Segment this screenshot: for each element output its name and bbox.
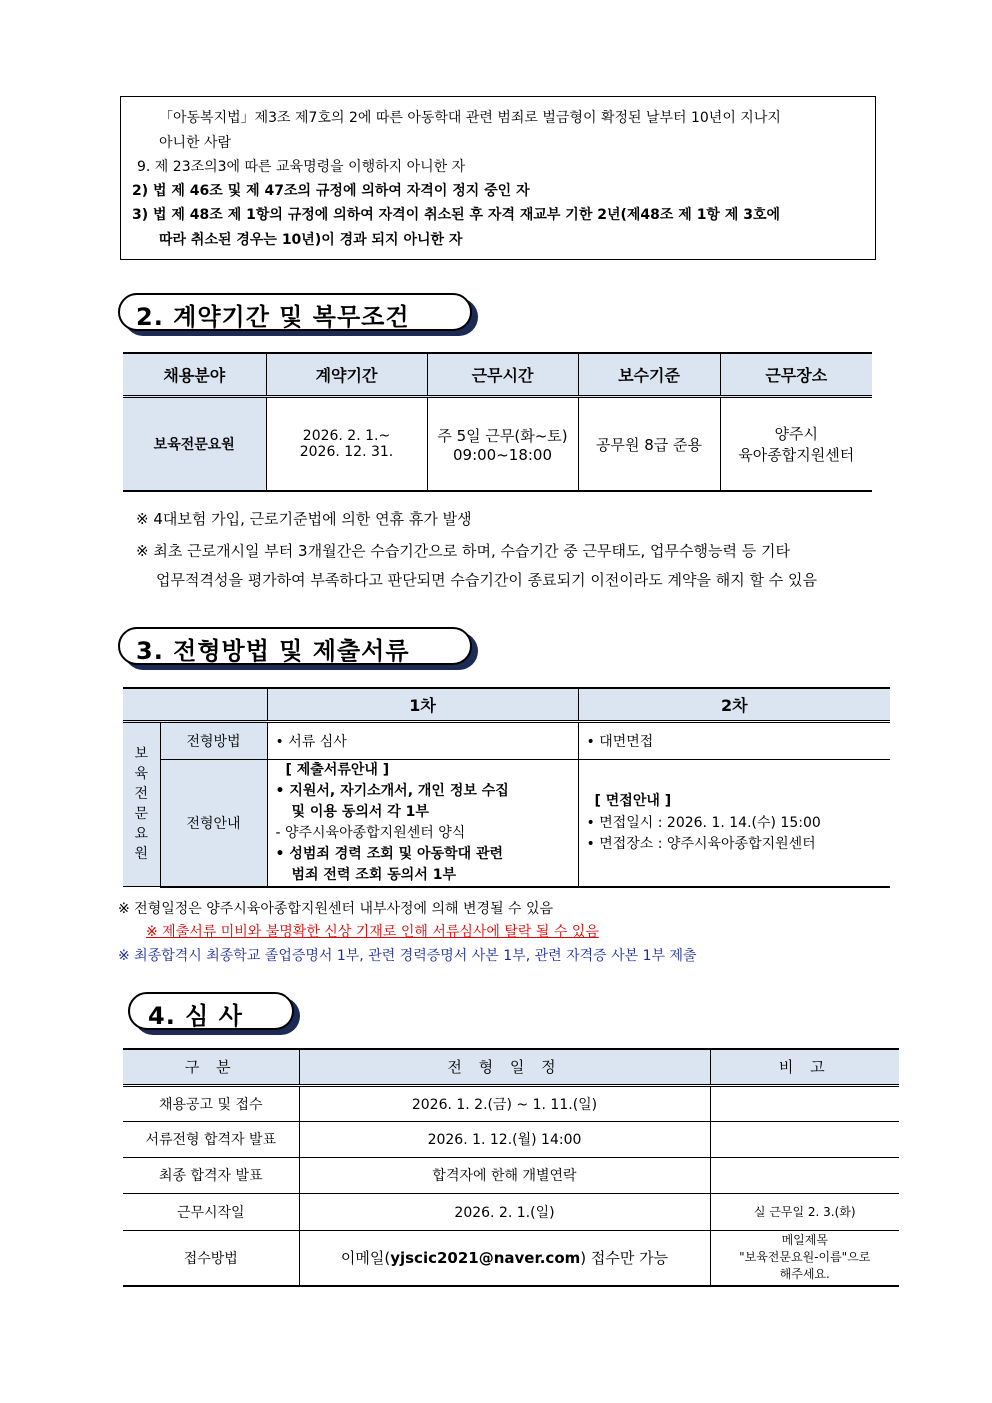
col-pay: 보수기준 [578, 353, 720, 397]
hours-cell: 주 5일 근무(화~토) 09:00~18:00 [427, 397, 578, 492]
row-guide-label: 전형안내 [160, 759, 267, 887]
review-table [123, 1048, 899, 1287]
empty-header [123, 688, 267, 721]
box-line-2: 아니한 사람 [159, 135, 232, 151]
section-4-heading [128, 992, 294, 1030]
email-address: yjscic2021@naver.com [390, 1249, 581, 1268]
section-3-note-3: ※ 최종합격시 최종학교 졸업증명서 1부, 관련 경력증명서 사본 1부, 관련 자격증 사본 1부 제출 [118, 948, 697, 964]
place-cell: 양주시 육아종합지원센터 [720, 397, 872, 492]
row-method-label: 전형방법 [160, 721, 267, 759]
box-line-3: 9. 제 23조의3에 따른 교육명령을 이행하지 아니한 자 [137, 159, 466, 175]
table-row: 접수방법 이메일(yjscic2021@naver.com) 접수만 가능 메일제목 "보육전문요원-이름"으로 해주세요. [123, 1230, 899, 1286]
method-first: • 서류 심사 [267, 721, 578, 759]
box-line-5: 3) 법 제 48조 제 1항의 규정에 의하여 자격이 취소된 후 자격 재교부 기한 2년(제48조 제 1항 제 3호에 [132, 207, 781, 223]
box-line-4: 2) 법 제 46조 및 제 47조의 규정에 의하여 자격이 정지 중인 자 [132, 183, 530, 199]
box-line-6: 따라 취소된 경우는 10년)이 경과 되지 아니한 자 [159, 232, 463, 248]
table-row: 최종 합격자 발표 합격자에 한해 개별연락 [123, 1157, 899, 1193]
col-period: 계약기간 [266, 353, 427, 397]
pay-cell: 공무원 8급 준용 [578, 397, 720, 492]
section-2-note-2b: 업무적격성을 평가하여 부족하다고 판단되면 수습기간이 종료되기 이전이라도 계약을 해지 할 수 있음 [156, 571, 818, 589]
section-3-title: 3. 전형방법 및 제출서류 [136, 637, 410, 665]
section-3-note-2: ※ 제출서류 미비와 불명확한 신상 기재로 인해 서류심사에 탈락 될 수 있음 [146, 924, 599, 940]
section-2-heading [118, 293, 472, 331]
selection-table [123, 687, 890, 888]
section-2-note-2a: ※ 최초 근로개시일 부터 3개월간은 수습기간으로 하며, 수습기간 중 근무태도, 업무수행능력 등 기타 [136, 542, 790, 560]
period-cell: 2026. 2. 1.~ 2026. 12. 31. [266, 397, 427, 492]
contract-table [123, 352, 872, 492]
col-place: 근무장소 [720, 353, 872, 397]
method-second: • 대면면접 [578, 721, 890, 759]
section-4-title: 4. 심 사 [148, 1002, 243, 1030]
field-cell: 보육전문요원 [123, 397, 266, 492]
col-field: 채용분야 [123, 353, 266, 397]
mail-subject-note: 메일제목 "보육전문요원-이름"으로 해주세요. [710, 1230, 899, 1286]
col-remarks: 비 고 [710, 1049, 899, 1085]
col-first: 1차 [267, 688, 578, 721]
col-second: 2차 [578, 688, 890, 721]
section-3-heading [118, 627, 472, 665]
section-2-note-1: ※ 4대보험 가입, 근로기준법에 의한 연휴 휴가 발생 [136, 510, 472, 528]
disqualification-box [120, 96, 876, 260]
col-category: 구 분 [123, 1049, 299, 1085]
side-label: 보 육 전 문 요 원 [123, 721, 160, 887]
section-2-title: 2. 계약기간 및 복무조건 [136, 303, 410, 331]
submit-method: 이메일(yjscic2021@naver.com) 접수만 가능 [299, 1230, 710, 1286]
docs-guide: [ 제출서류안내 ] • 지원서, 자기소개서, 개인 정보 수집 및 이용 동의서 각 1부 - 양주시육아종합지원센터 양식 • 성범죄 경력 조회 및 아동학대 관련 범죄 전력 조회 동의서 1부 [267, 759, 578, 887]
col-schedule: 전 형 일 정 [299, 1049, 710, 1085]
col-hours: 근무시간 [427, 353, 578, 397]
table-row: 채용공고 및 접수 2026. 1. 2.(금) ~ 1. 11.(일) [123, 1085, 899, 1121]
box-line-1: 「아동복지법」제3조 제7호의 2에 따른 아동학대 관련 범죄로 벌금형이 확정된 날부터 10년이 지나지 [159, 110, 781, 126]
section-3-note-1: ※ 전형일정은 양주시육아종합지원센터 내부사정에 의해 변경될 수 있음 [118, 901, 554, 917]
table-row: 서류전형 합격자 발표 2026. 1. 12.(월) 14:00 [123, 1121, 899, 1157]
table-row: 근무시작일 2026. 2. 1.(일) 실 근무일 2. 3.(화) [123, 1193, 899, 1230]
interview-guide: [ 면접안내 ] • 면접일시 : 2026. 1. 14.(수) 15:00 • 면접장소 : 양주시육아종합지원센터 [578, 759, 890, 887]
